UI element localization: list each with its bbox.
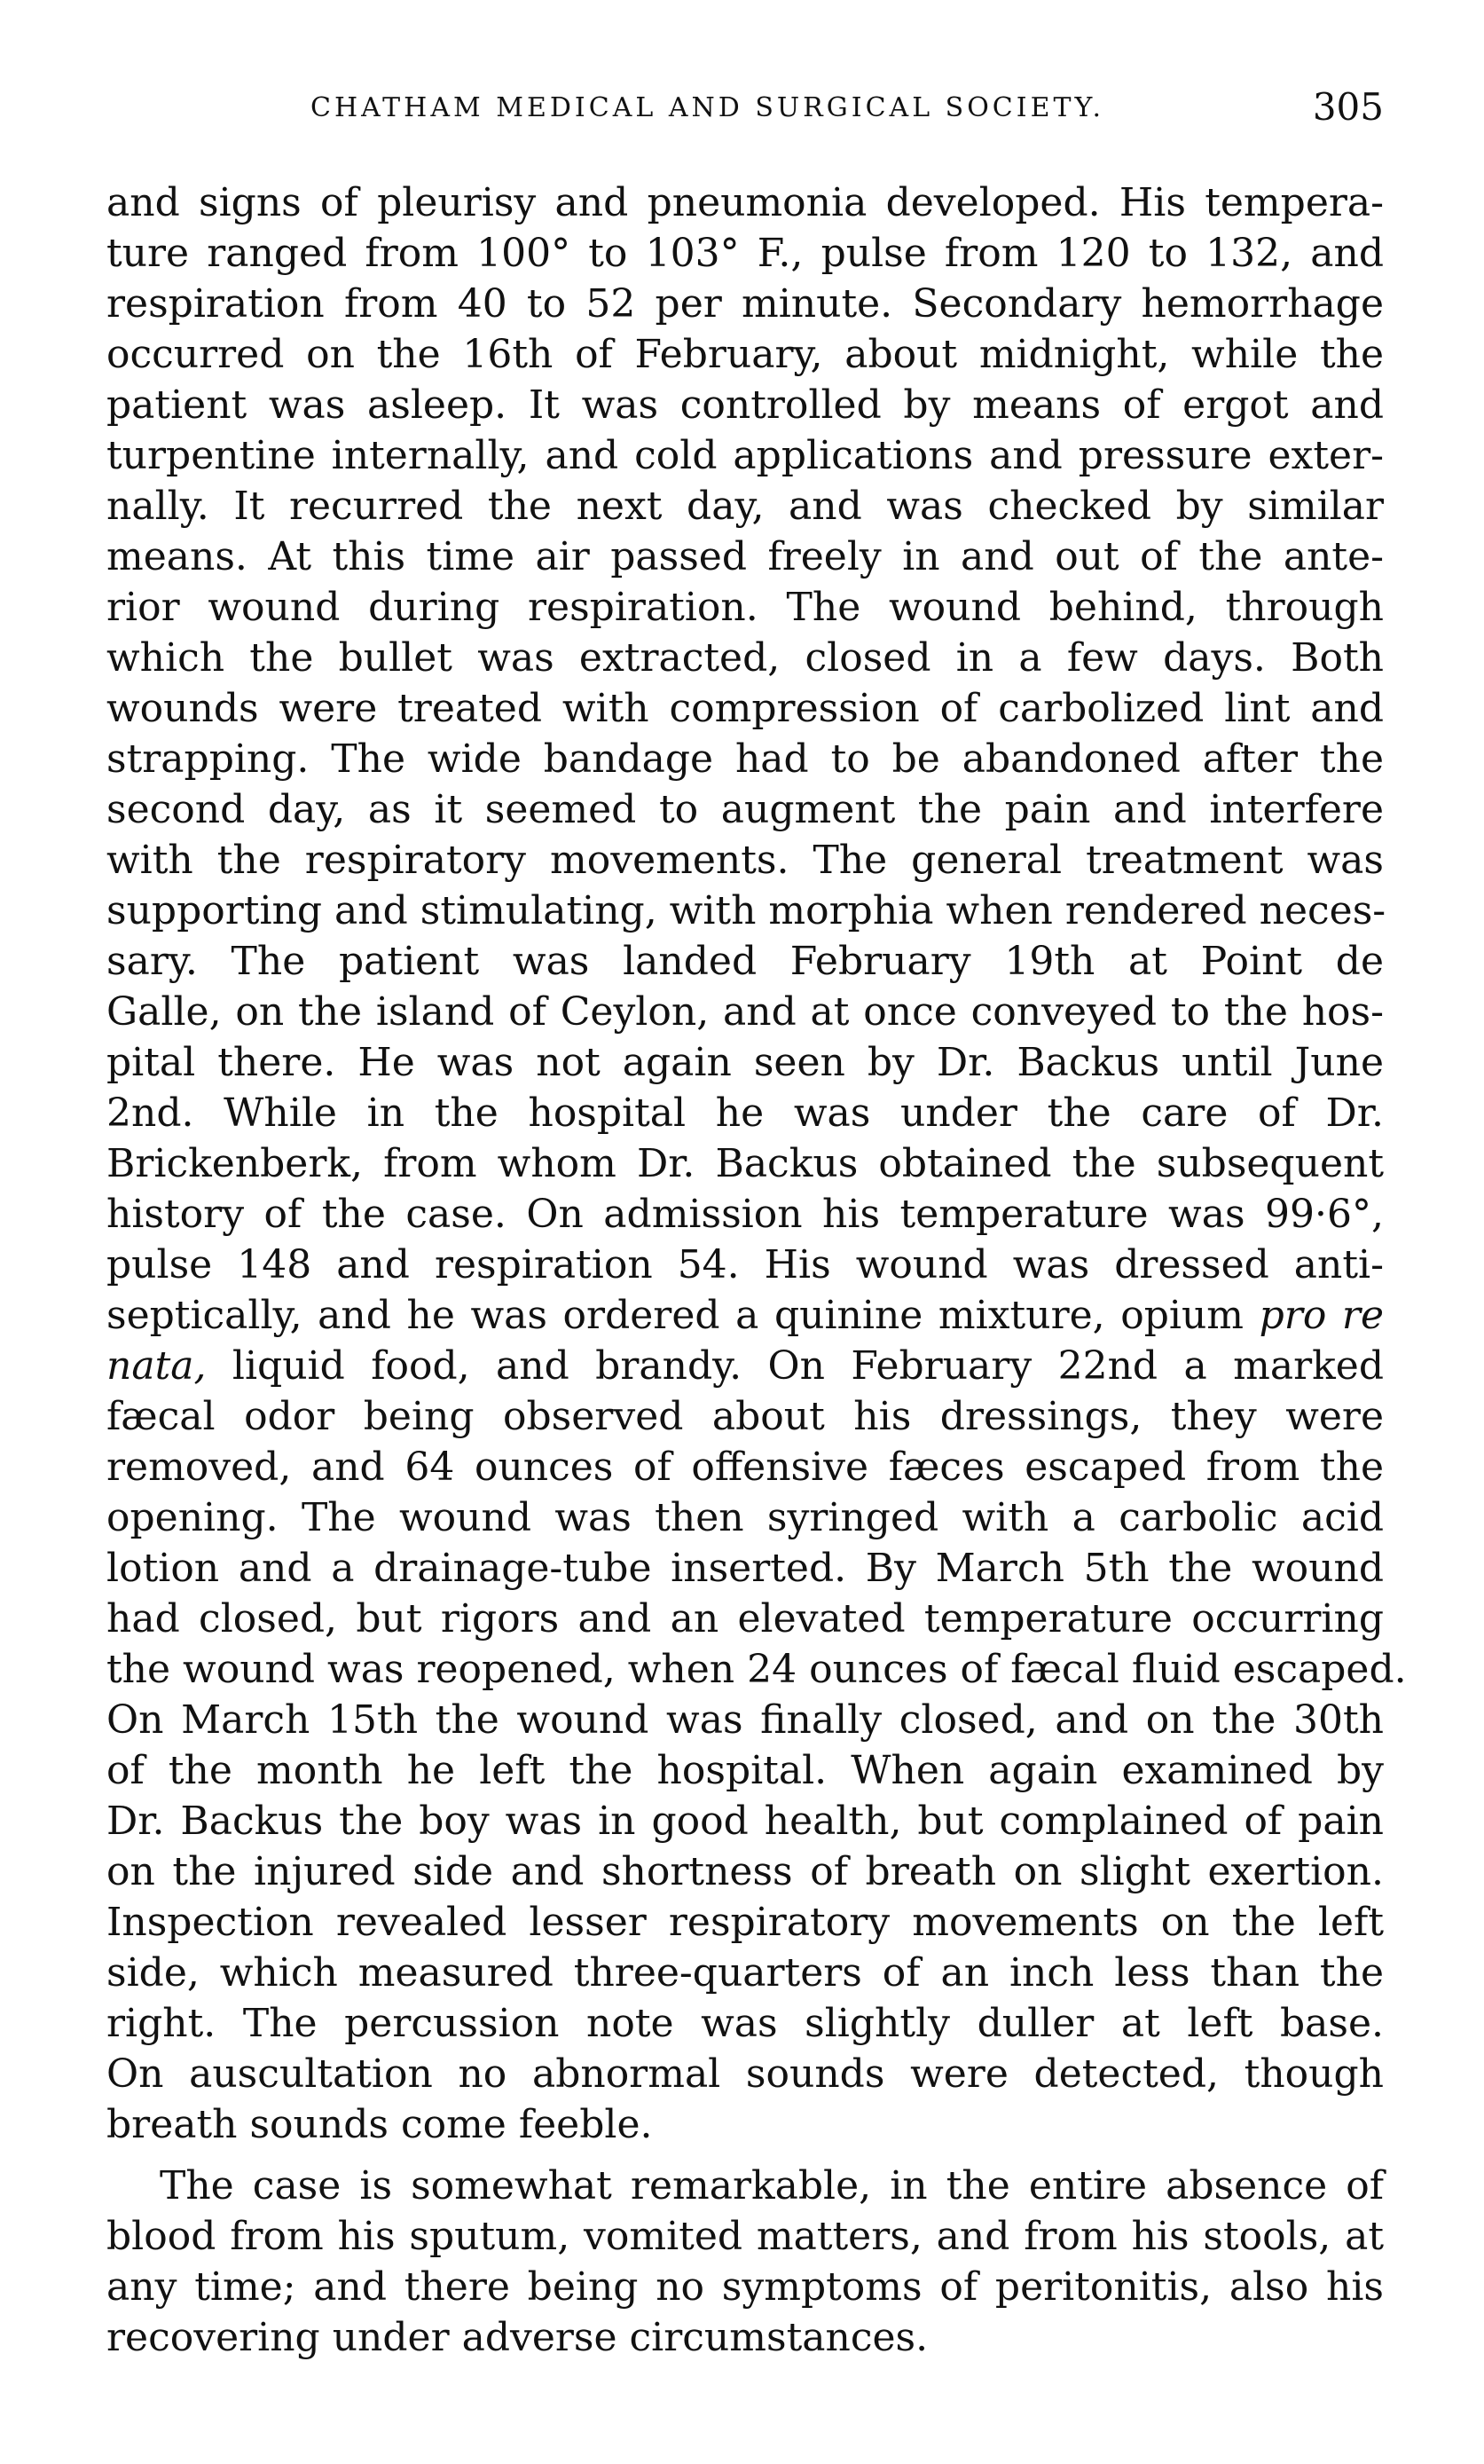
text-line: wounds were treated with compression of carbolized lint and — [106, 686, 1384, 731]
italic-phrase: pro re — [1259, 1293, 1384, 1338]
body-text — [106, 177, 1407, 2363]
text-line: Brickenberk, from whom Dr. Backus obtained the subsequent — [106, 1141, 1384, 1186]
text-line: Inspection revealed lesser respiratory movements on the left — [106, 1900, 1384, 1945]
text-line: removed, and 64 ounces of offensive fæces escaped from the — [106, 1445, 1384, 1490]
line-text: liquid food, and brandy. On February 22nd a marked — [206, 1343, 1384, 1389]
text-line: On auscultation no abnormal sounds were detected, though — [106, 2051, 1384, 2097]
running-head — [106, 85, 1384, 138]
line-text: septically, and he was ordered a quinine mixture, opium — [106, 1293, 1245, 1338]
text-line: which the bullet was extracted, closed in a few days. Both — [106, 635, 1384, 681]
text-line: means. At this time air passed freely in and out of the ante- — [106, 534, 1384, 579]
text-line: respiration from 40 to 52 per minute. Secondary hemorrhage — [106, 281, 1384, 327]
text-line: side, which measured three-quarters of an inch less than the — [106, 1950, 1384, 1996]
text-line: sary. The patient was landed February 19th at Point de — [106, 939, 1384, 984]
italic-phrase: nata, — [106, 1343, 207, 1389]
text-line: 2nd. While in the hospital he was under the care of Dr. — [106, 1090, 1384, 1136]
text-line: Galle, on the island of Ceylon, and at once conveyed to the hos- — [106, 989, 1384, 1035]
text-line: rior wound during respiration. The wound behind, through — [106, 585, 1384, 630]
text-line: turpentine internally, and cold applications and pressure exter- — [106, 433, 1384, 478]
text-line: breath sounds come feeble. — [106, 2102, 653, 2147]
text-line: supporting and stimulating, with morphia when rendered neces- — [106, 888, 1386, 933]
text-line: fæcal odor being observed about his dressings, they were — [106, 1394, 1384, 1439]
text-line: the wound was reopened, when 24 ounces of fæcal fluid escaped. — [106, 1647, 1407, 1692]
text-line-with-italic — [106, 1290, 1384, 1341]
text-line: Dr. Backus the boy was in good health, but complained of pain — [106, 1799, 1384, 1844]
paragraph-1 — [106, 177, 1407, 2150]
paragraph-gap — [106, 2150, 1384, 2161]
text-line: On March 15th the wound was finally closed, and on the 30th — [106, 1697, 1384, 1743]
text-line: blood from his sputum, vomited matters, and from his stools, at — [106, 2214, 1384, 2259]
text-line: recovering under adverse circumstances. — [106, 2315, 929, 2360]
text-line: ture ranged from 100° to 103° F., pulse from 120 to 132, and — [106, 231, 1384, 276]
text-line: lotion and a drainage-tube inserted. By March 5th the wound — [106, 1546, 1384, 1591]
page-number: 305 — [1312, 85, 1384, 129]
text-line: pulse 148 and respiration 54. His wound was dressed anti- — [106, 1242, 1384, 1287]
text-line: with the respiratory movements. The general treatment was — [106, 838, 1384, 883]
text-line: and signs of pleurisy and pneumonia developed. His tempera- — [106, 180, 1384, 225]
text-line: opening. The wound was then syringed with a carbolic acid — [106, 1495, 1384, 1540]
text-line: on the injured side and shortness of breath on slight exertion. — [106, 1849, 1384, 1894]
text-line: pital there. He was not again seen by Dr. Backus until June — [106, 1040, 1384, 1085]
text-line: occurred on the 16th of February, about midnight, while the — [106, 332, 1384, 377]
text-line: nally. It recurred the next day, and was checked by similar — [106, 484, 1384, 529]
text-line: any time; and there being no symptoms of peritonitis, also his — [106, 2264, 1384, 2310]
text-line: of the month he left the hospital. When again examined by — [106, 1748, 1384, 1793]
text-line: history of the case. On admission his temperature was 99·6°, — [106, 1192, 1384, 1237]
text-line: right. The percussion note was slightly duller at left base. — [106, 2001, 1384, 2046]
text-line: The case is somewhat remarkable, in the entire absence of — [160, 2163, 1384, 2208]
text-line: patient was asleep. It was controlled by means of ergot and — [106, 382, 1384, 428]
text-line: strapping. The wide bandage had to be abandoned after the — [106, 736, 1384, 782]
text-line: had closed, but rigors and an elevated temperature occurring — [106, 1596, 1384, 1641]
paragraph-2 — [106, 2161, 1384, 2363]
text-line: second day, as it seemed to augment the pain and interfere — [106, 787, 1384, 832]
running-title: CHATHAM MEDICAL AND SURGICAL SOCIETY. — [310, 92, 1104, 123]
text-line-with-italic — [106, 1341, 1384, 1391]
